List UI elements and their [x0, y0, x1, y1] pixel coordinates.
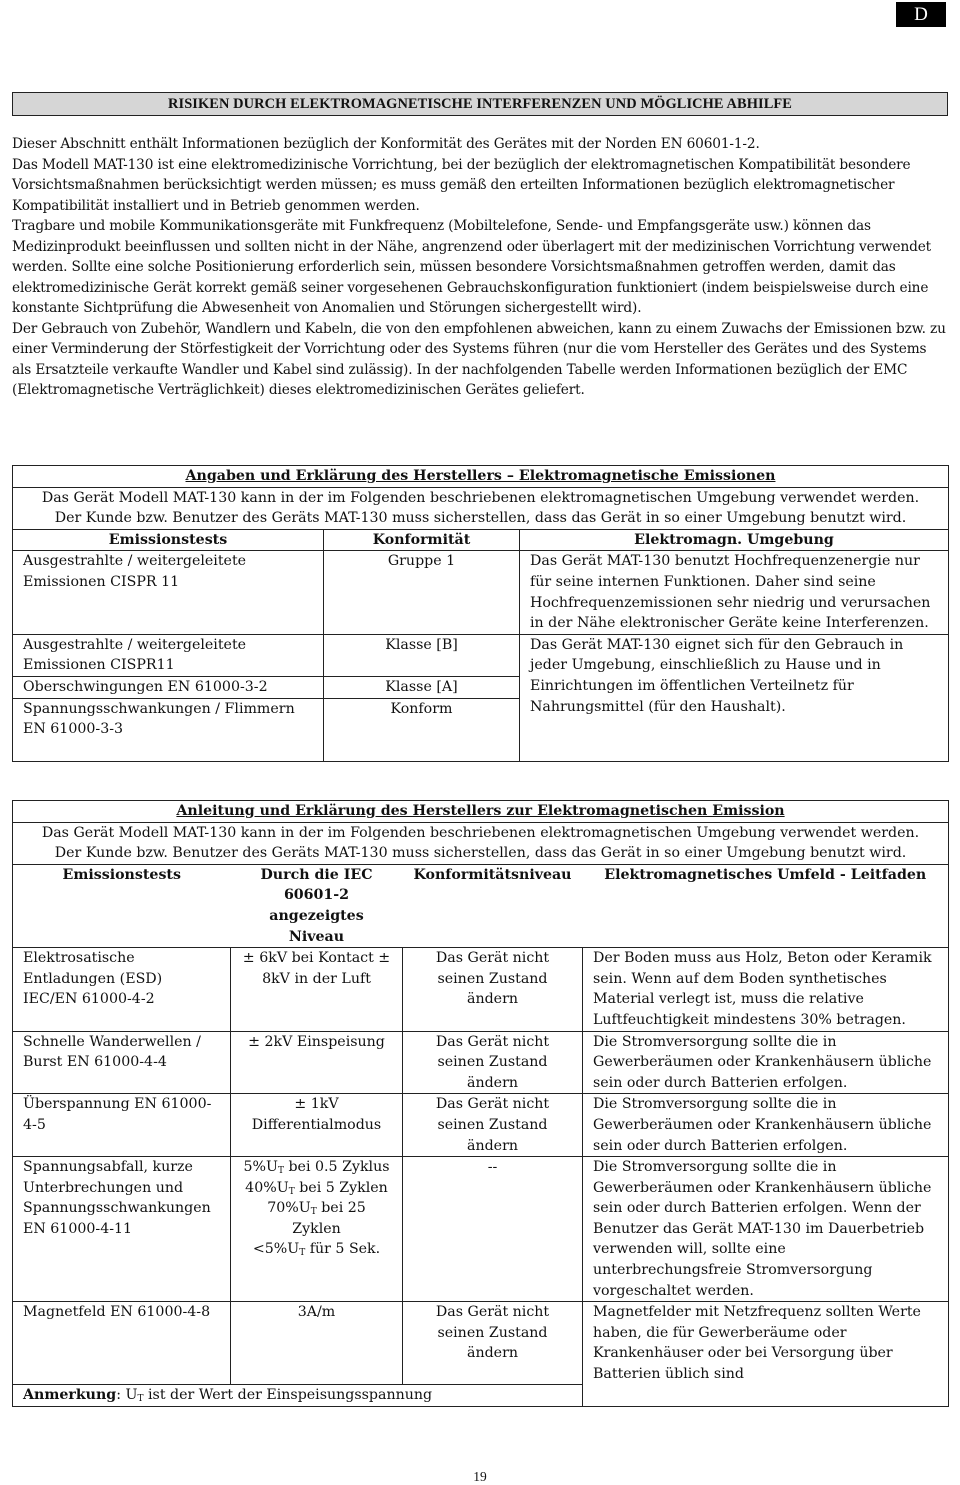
- table-row: [13, 1157, 949, 1302]
- guidance-text: Die Stromversorgung sollte die in Gewerberäumen oder Krankenhäusern übliche sein oder durch Batterien erfolgen. Wenn der Benutzer das Gerät MAT-130 im Dauerbetrieb verwenden will, sollte eine unterbrechungsfreie Stromversorgung vorgeschaltet werden.: [583, 1157, 949, 1302]
- table-row: [13, 551, 949, 634]
- guidance-text: Die Stromversorgung sollte die in Gewerberäumen oder Krankenhäusern übliche sein oder durch Batterien erfolgen.: [583, 1031, 949, 1094]
- conformity-level: Das Gerät nicht seinen Zustand ändern: [403, 948, 583, 1031]
- iec-level: 3A/m: [231, 1302, 403, 1385]
- emission-test: Ausgestrahlte / weitergeleitete Emissionen CISPR 11: [13, 551, 324, 634]
- guidance-text: Die Stromversorgung sollte die in Gewerberäumen oder Krankenhäusern übliche sein oder durch Batterien erfolgen.: [583, 1094, 949, 1157]
- conformity-level: --: [403, 1157, 583, 1302]
- intro-paragraph: Tragbare und mobile Kommunikationsgeräte mit Funkfrequenz (Mobiltelefone, Sende- und Empfangsgeräte usw.) können das Medizinprodukt beeinflussen und sollten nicht in der Nähe, angrenzend oder überlagert mit der medizinischen Vorrichtung verwendet werden. Sollte eine solche Positionierung erforderlich sein, müssen besondere Vorsichtsmaßnahmen getroffen werden, damit das elektromedizinische Gerät korrekt gemäß seiner vorgesehenen Gebrauchskonfiguration funktioniert (indem beispielsweise durch eine konstante Sichtprüfung die Abwesenheit von Anomalien und Störungen sichergestellt wird).: [12, 218, 932, 316]
- table-note: Anmerkung: $U_T$ ist der Wert der Einspeisungsspannung: [13, 1385, 583, 1407]
- header-conformity-level: Konformitätsniveau: [403, 864, 583, 947]
- table-row: [13, 1094, 949, 1157]
- emission-test: Ausgestrahlte / weitergeleitete Emissionen CISPR11: [13, 634, 324, 676]
- immunity-test: Spannungsabfall, kurze Unterbrechungen und Spannungsschwankungen EN 61000-4-11: [13, 1157, 231, 1302]
- conformity-value: Klasse [B]: [324, 634, 520, 676]
- emissions-table-title: Angaben und Erklärung des Herstellers – Elektromagnetische Emissionen: [13, 466, 949, 488]
- intro-paragraph: Dieser Abschnitt enthält Informationen bezüglich der Konformität des Gerätes mit der Norden EN 60601-1-2.: [12, 136, 760, 152]
- header-iec-level: Durch die IEC 60601-2 angezeigtes Niveau: [231, 864, 403, 947]
- conformity-value: Gruppe 1: [324, 551, 520, 634]
- emission-test: Spannungsschwankungen / Flimmern EN 61000-3-3: [13, 698, 324, 761]
- intro-paragraph: Das Modell MAT-130 ist eine elektromedizinische Vorrichtung, bei der bezüglich der elektromagnetischen Kompatibilität besondere Vorsichtsmaßnahmen berücksichtigt werden müssen; es muss gemäß den erteilten Informationen bezüglich elektromagnetischer Kompatibilität installiert und in Betrieb genommen werden.: [12, 156, 911, 214]
- language-tab: D: [896, 2, 946, 27]
- conformity-value: Konform: [324, 698, 520, 761]
- table-row: [13, 634, 949, 676]
- immunity-test: Schnelle Wanderwellen / Burst EN 61000-4-4: [13, 1031, 231, 1094]
- header-emission-tests: Emissionstests: [13, 529, 324, 551]
- iec-level: $5\%U_T$ bei 0.5 Zyklus $40\%U_T$ bei 5 Zyklen $70\%U_T$ bei 25 Zyklen $<5\%U_T$ für 5 Sek.: [231, 1157, 403, 1302]
- guidance-text: Der Boden muss aus Holz, Beton oder Keramik sein. Wenn auf dem Boden synthetisches Material verlegt ist, muss die relative Luftfeuchtigkeit mindestens 30% betragen.: [583, 948, 949, 1031]
- iec-level: ± 1kV Differentialmodus: [231, 1094, 403, 1157]
- environment-text: Das Gerät MAT-130 eignet sich für den Gebrauch in jeder Umgebung, einschließlich zu Hause und in Einrichtungen im öffentlichen Verteilnetz für Nahrungsmittel (für den Haushalt).: [520, 634, 949, 761]
- conformity-level: Das Gerät nicht seinen Zustand ändern: [403, 1302, 583, 1385]
- intro-text: [12, 134, 946, 401]
- iec-level: ± 6kV bei Kontact ± 8kV in der Luft: [231, 948, 403, 1031]
- iec-level: ± 2kV Einspeisung: [231, 1031, 403, 1094]
- header-environment-guidance: Elektromagnetisches Umfeld - Leitfaden: [583, 864, 949, 947]
- immunity-table: [12, 800, 949, 1407]
- guidance-text: Magnetfelder mit Netzfrequenz sollten Werte haben, die für Gewerberäume oder Krankenhäuser oder bei Versorgung über Batterien üblich sind: [583, 1302, 949, 1407]
- conformity-value: Klasse [A]: [324, 676, 520, 698]
- header-emission-tests: Emissionstests: [13, 864, 231, 947]
- conformity-level: Das Gerät nicht seinen Zustand ändern: [403, 1031, 583, 1094]
- section-title: RISIKEN DURCH ELEKTROMAGNETISCHE INTERFERENZEN UND MÖGLICHE ABHILFE: [12, 92, 948, 116]
- immunity-test: Elektrosatische Entladungen (ESD) IEC/EN 61000-4-2: [13, 948, 231, 1031]
- header-conformity: Konformität: [324, 529, 520, 551]
- table-row: [13, 1302, 949, 1385]
- intro-paragraph: Der Gebrauch von Zubehör, Wandlern und Kabeln, die von den empfohlenen abweichen, kann zu einem Zuwachs der Emissionen bzw. zu einer Verminderung der Störfestigkeit der Vorrichtung oder des Systems führen (nur die vom Hersteller des Gerätes und des Systems als Ersatzteile verkaufte Wandler und Kabel sind zulässig). In der nachfolgenden Tabelle werden Informationen bezüglich der EMC (Elektromagnetische Verträglichkeit) dieses elektromedizinischen Gerätes geliefert.: [12, 320, 946, 398]
- table-row: [13, 948, 949, 1031]
- immunity-table-description: Das Gerät Modell MAT-130 kann in der im Folgenden beschriebenen elektromagnetischen Umgebung verwendet werden. Der Kunde bzw. Benutzer des Geräts MAT-130 muss sicherstellen, dass das Gerät in so einer Umgebung benutzt wird.: [13, 822, 949, 864]
- immunity-test: Magnetfeld EN 61000-4-8: [13, 1302, 231, 1385]
- header-environment: Elektromagn. Umgebung: [520, 529, 949, 551]
- conformity-level: Das Gerät nicht seinen Zustand ändern: [403, 1094, 583, 1157]
- immunity-test: Überspannung EN 61000-4-5: [13, 1094, 231, 1157]
- immunity-table-title: Anleitung und Erklärung des Herstellers zur Elektromagnetischen Emission: [13, 801, 949, 823]
- emission-test: Oberschwingungen EN 61000-3-2: [13, 676, 324, 698]
- emissions-table: [12, 465, 949, 762]
- table-row: [13, 1031, 949, 1094]
- page-number: 19: [473, 1469, 487, 1484]
- emissions-table-description: Das Gerät Modell MAT-130 kann in der im Folgenden beschriebenen elektromagnetischen Umgebung verwendet werden. Der Kunde bzw. Benutzer des Geräts MAT-130 muss sicherstellen, dass das Gerät in so einer Umgebung benutzt wird.: [13, 487, 949, 529]
- environment-text: Das Gerät MAT-130 benutzt Hochfrequenzenergie nur für seine internen Funktionen. Daher sind seine Hochfrequenzemissionen sehr niedrig und verursachen in der Nähe elektronischer Geräte keine Interferenzen.: [520, 551, 949, 634]
